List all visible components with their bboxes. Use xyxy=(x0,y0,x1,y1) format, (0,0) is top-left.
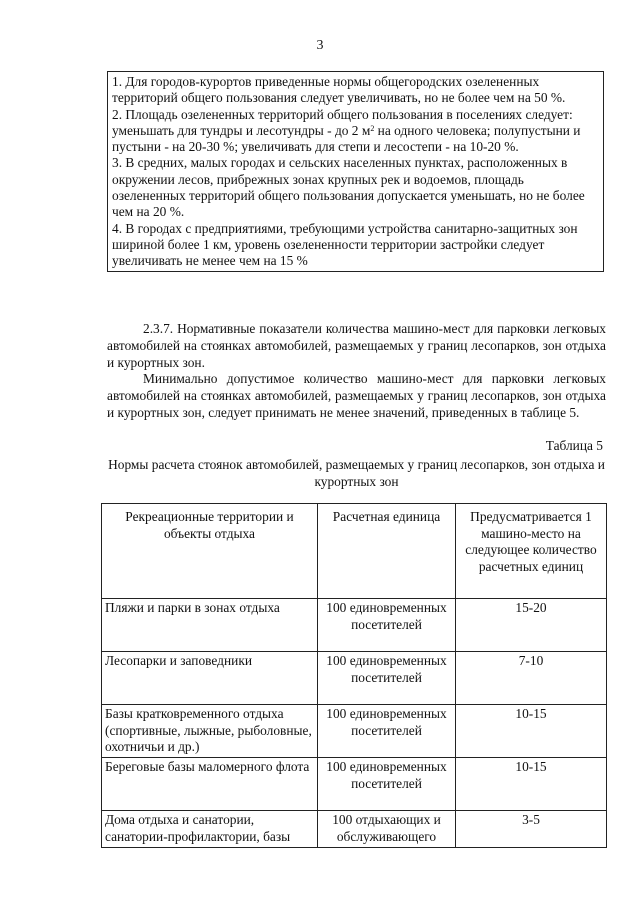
header-spaces-per-units: Предусматривается 1 машино-место на следующее количество расчетных единиц xyxy=(456,504,607,599)
row-unit: 100 единовременных посетителей xyxy=(318,705,456,758)
row-unit: 100 отдыхающих и обслуживающего xyxy=(318,811,456,848)
row-name: Базы кратковременного отдыха (спортивные, лыжные, рыболовные, охотничьи и др.) xyxy=(102,705,318,758)
row-value: 7-10 xyxy=(456,652,607,705)
header-calculation-unit: Расчетная единица xyxy=(318,504,456,599)
note-2-text-a: 2. Площадь озелененных территорий общего пользования в поселениях следует: уменьшать для тундры и лесотундры - до 2 м xyxy=(112,106,573,138)
table-title: Нормы расчета стоянок автомобилей, размещаемых у границ лесопарков, зон отдыха и курортных зон xyxy=(108,457,605,489)
note-2 xyxy=(112,107,599,156)
table-row xyxy=(102,705,607,758)
row-name: Береговые базы маломерного флота xyxy=(102,758,318,811)
table-row xyxy=(102,758,607,811)
note-1: 1. Для городов-курортов приведенные нормы общегородских озелененных территорий общего пользования следует увеличивать, но не более чем на 50 %. xyxy=(112,74,566,106)
note-4: 4. В городах с предприятиями, требующими устройства санитарно-защитных зон шириной более 1 км, уровень озелененности территории застройки следует увеличивать не менее чем на 15 % xyxy=(112,220,578,269)
row-name: Пляжи и парки в зонах отдыха xyxy=(102,599,318,652)
table-row xyxy=(102,652,607,705)
header-recreational-territories: Рекреационные территории и объекты отдыха xyxy=(102,504,318,599)
note-3: 3. В средних, малых городах и сельских населенных пунктах, расположенных в окружении лесов, прибрежных зонах крупных рек и водоемов, площадь озелененных территорий общего пользования допускается уменьшать, но не более чем на 20 %. xyxy=(112,155,585,220)
row-unit: 100 единовременных посетителей xyxy=(318,652,456,705)
row-value: 15-20 xyxy=(456,599,607,652)
row-name: Лесопарки и заповедники xyxy=(102,652,318,705)
paragraph-minimum-spaces: Минимально допустимое количество машино-мест для парковки легковых автомобилей на стоянках автомобилей, размещаемых у границ лесопарков, зон отдыха и курортных зон, следует принимать не менее значений, приведенных в таблице 5. xyxy=(107,371,606,420)
page-number: 3 xyxy=(316,38,324,53)
note-2-text-b: на одного человека; полупустыни и пустыни - на 20-30 %; увеличивать для степи и лесостепи - на 10-20 %. xyxy=(112,122,581,155)
row-unit: 100 единовременных посетителей xyxy=(318,758,456,811)
note-2-superscript: 2 xyxy=(370,123,375,133)
row-value: 10-15 xyxy=(456,758,607,811)
paragraph-2-3-7: 2.3.7. Нормативные показатели количества машино-мест для парковки легковых автомобилей на стоянках автомобилей, размещаемых у границ лесопарков, зон отдыха и курортных зон. xyxy=(107,321,606,370)
table-row xyxy=(102,599,607,652)
row-value: 3-5 xyxy=(456,811,607,848)
table-row xyxy=(102,811,607,848)
parking-norms-table xyxy=(101,503,607,848)
table-header-row xyxy=(102,504,607,599)
notes-box xyxy=(107,71,604,272)
row-unit: 100 единовременных посетителей xyxy=(318,599,456,652)
table-label: Таблица 5 xyxy=(545,438,603,453)
row-value: 10-15 xyxy=(456,705,607,758)
row-name: Дома отдыха и санатории, санатории-профилактории, базы xyxy=(102,811,318,848)
